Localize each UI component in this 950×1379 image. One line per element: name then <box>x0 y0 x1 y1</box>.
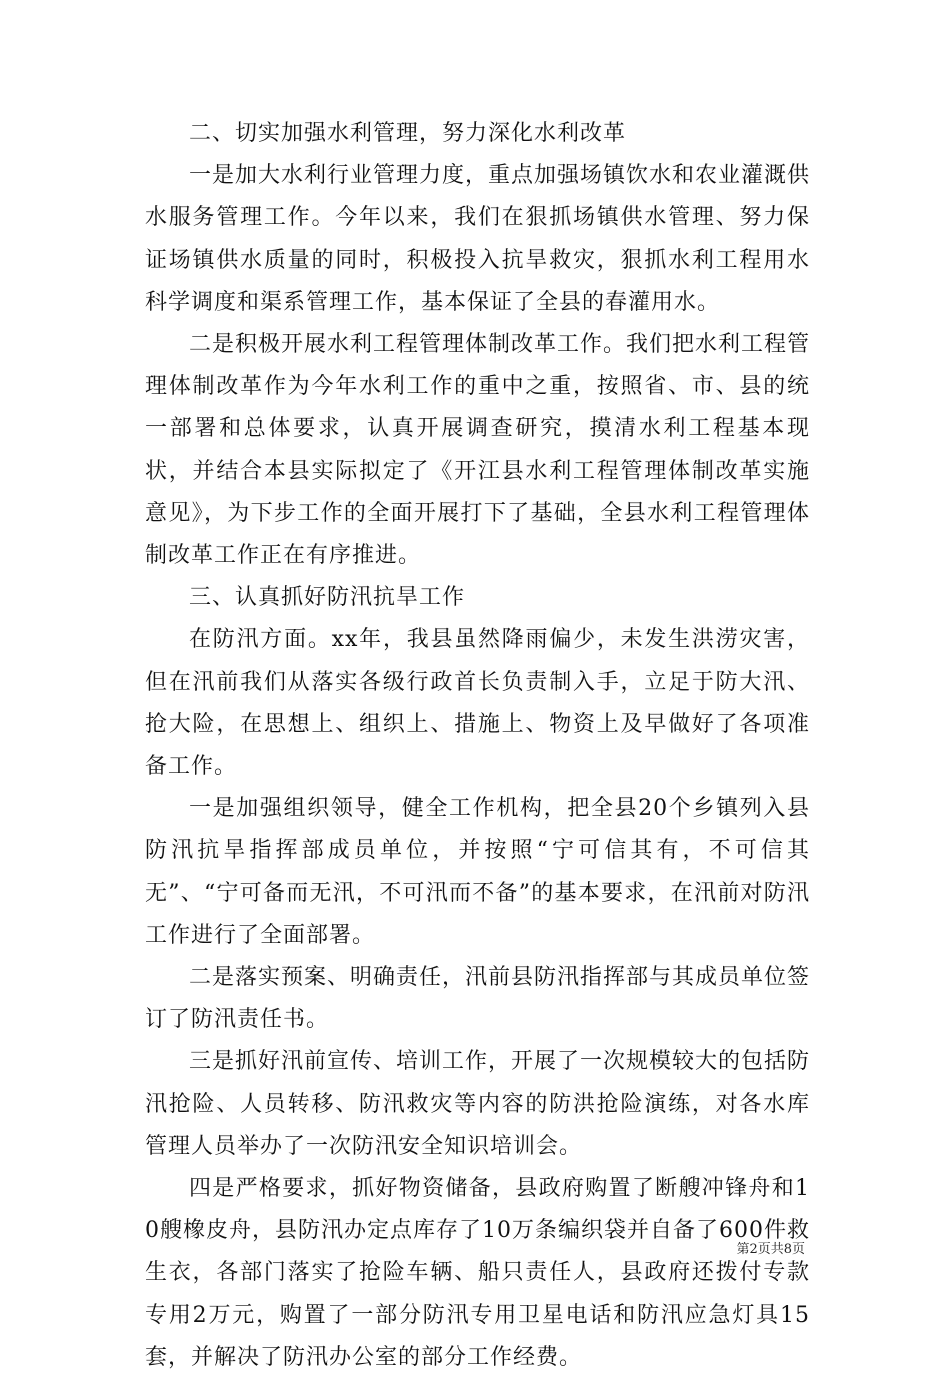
section-heading-3: 三、认真抓好防汛抗旱工作 <box>189 585 466 611</box>
section-heading-2: 二、切实加强水利管理，努力深化水利改革 <box>189 121 627 146</box>
paragraph: 四是严格要求，抓好物资储备，县政府购置了断艘冲锋舟和10艘橡皮舟，县防汛办定点库存了10万条编织袋并自备了600件救生衣，各部门落实了抢险车辆、船只责任人，县政府还拨付专款专用2万元，购置了一部分防汛专用卫星电话和防汛应急灯具15套，并解决了防汛办公室的部分工作经费。 <box>145 1176 810 1370</box>
paragraph: 一是加强组织领导，健全工作机构，把全县20个乡镇列入县防汛抗旱指挥部成员单位，并按照“宁可信其有，不可信其无”、“宁可备而无汛，不可汛而不备”的基本要求，在汛前对防汛工作进行了全面部署。 <box>145 796 810 948</box>
paragraph: 三是抓好汛前宣传、培训工作，开展了一次规模较大的包括防汛抢险、人员转移、防汛救灾等内容的防洪抢险演练，对各水库管理人员举办了一次防汛安全知识培训会。 <box>145 1049 811 1159</box>
paragraph: 一是加大水利行业管理力度，重点加强场镇饮水和农业灌溉供水服务管理工作。今年以来，我们在狠抓场镇供水管理、努力保证场镇供水质量的同时，积极投入抗旱救灾，狠抓水利工程用水科学调度和渠系管理工作，基本保证了全县的春灌用水。 <box>145 163 811 315</box>
document-body <box>145 113 810 1379</box>
paragraph: 在防汛方面。xx年，我县虽然降雨偏少，未发生洪涝灾害，但在汛前我们从落实各级行政首长负责制入手，立足于防大汛、抢大险，在思想上、组织上、措施上、物资上及早做好了各项准备工作。 <box>145 627 810 780</box>
paragraph: 二是落实预案、明确责任，汛前县防汛指挥部与其成员单位签订了防汛责任书。 <box>145 965 811 1033</box>
paragraph: 二是积极开展水利工程管理体制改革工作。我们把水利工程管理体制改革作为今年水利工作的重中之重，按照省、市、县的统一部署和总体要求，认真开展调查研究，摸清水利工程基本现状，并结合本县实际拟定了《开江县水利工程管理体制改革实施意见》，为下步工作的全面开展打下了基础，全县水利工程管理体制改革工作正在有序推进。 <box>145 332 811 569</box>
page-number: 第2页共8页 <box>736 1242 805 1257</box>
